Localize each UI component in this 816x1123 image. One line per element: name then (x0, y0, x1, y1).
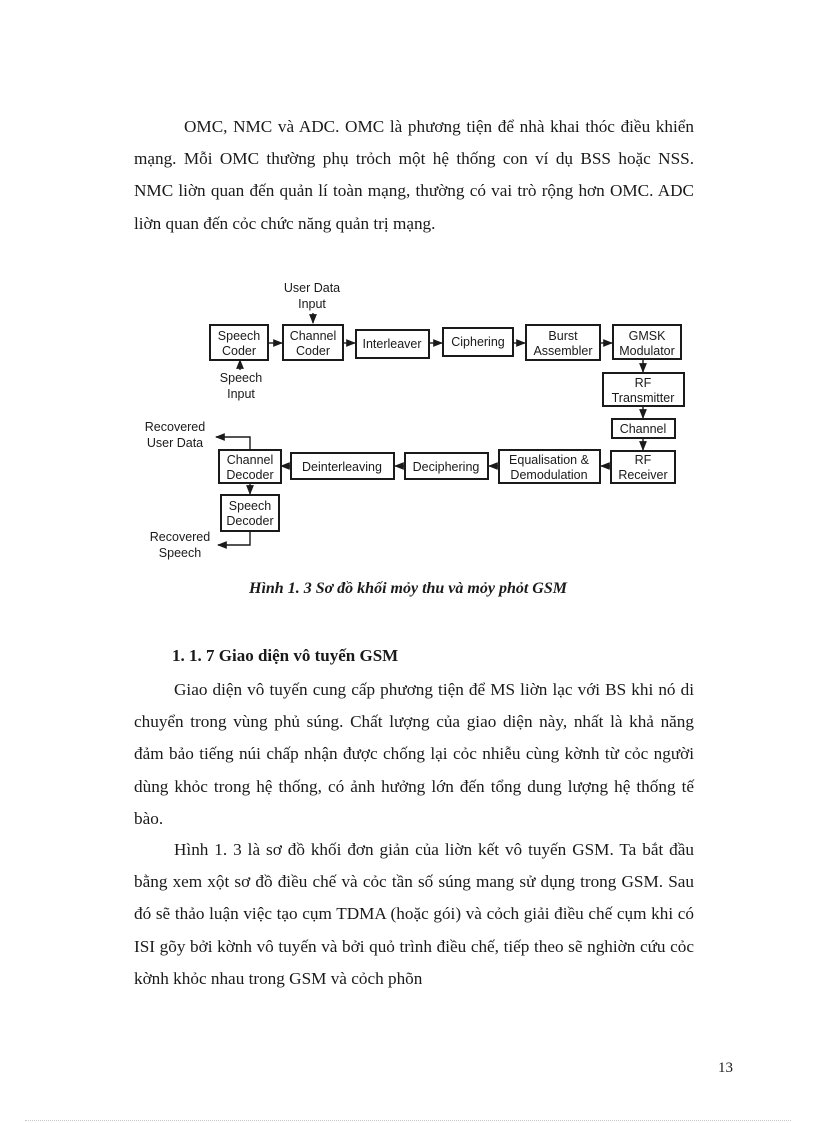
section-heading: 1. 1. 7 Giao diện vô tuyến GSM (172, 646, 399, 665)
speech-decoder-label-1: Speech (228, 499, 272, 513)
user-data-input-label-1: User Data (283, 281, 341, 295)
speech-coder-label-2: Coder (221, 344, 257, 358)
recovered-speech-label-2: Speech (158, 546, 202, 560)
equalisation-label-1: Equalisation & (509, 453, 589, 467)
paragraph-intro: OMC, NMC và ADC. OMC là phương tiện để nhà khai thóc điều khiển mạng. Mỗi OMC thường phụ trỏch một hệ thống con ví dụ BSS hoặc NSS. NMC liờn quan đến quản lí toàn mạng, thường có vai trò rộng hơn OMC. ADC liờn quan đến cỏc chức năng quản trị mạng. (134, 117, 694, 233)
deinterleaving-label: Deinterleaving (302, 460, 382, 474)
rf-receiver-label-2: Receiver (618, 468, 668, 482)
speech-decoder-label-2: Decoder (226, 514, 274, 528)
page-number: 13 (718, 1060, 733, 1076)
rf-transmitter-label-2: Transmitter (611, 391, 675, 405)
recovered-user-data-label-2: User Data (146, 436, 204, 450)
channel-decoder-label-1: Channel (226, 453, 274, 467)
speech-input-label-1: Speech (219, 371, 263, 385)
user-data-input-label-2: Input (298, 297, 326, 311)
burst-assembler-label-1: Burst (548, 329, 578, 343)
arrow-recovered-userdata (216, 437, 250, 450)
channel-decoder-label-2: Decoder (226, 468, 274, 482)
recovered-user-data-label-1: Recovered (144, 420, 206, 434)
equalisation-label-2: Demodulation (510, 468, 588, 482)
channel-label: Channel (619, 422, 667, 436)
channel-coder-label-1: Channel (289, 329, 337, 343)
paragraph-radio-interface: Giao diện vô tuyến cung cấp phương tiện để MS liờn lạc với BS khi nó di chuyển trong vùng phủ súng. Chất lượng của giao diện này, nhất là khả năng đảm bảo tiếng núi chấp nhận được chống lại cỏc nhiễu cùng kờnh từ cỏc người dùng khỏc trong hệ thống, có ảnh hưởng lớn đến tổng dung lượng hệ thống tế bào. (134, 680, 694, 828)
speech-coder-label-1: Speech (217, 329, 261, 343)
ciphering-label: Ciphering (451, 335, 505, 349)
rf-transmitter-label-1: RF (634, 376, 652, 390)
gmsk-modulator-label-2: Modulator (619, 344, 675, 358)
recovered-speech-label-1: Recovered (149, 530, 211, 544)
speech-input-label-2: Input (227, 387, 255, 401)
interleaver-label: Interleaver (362, 337, 422, 351)
deciphering-label: Deciphering (412, 460, 480, 474)
paragraph-block-diagram: Hình 1. 3 là sơ đồ khối đơn giản của liờn kết vô tuyến GSM. Ta bắt đầu bằng xem xột sơ đồ điều chế và cỏc tần số súng mang sử dụng trong GSM. Sau đó sẽ thảo luận việc tạo cụm TDMA (hoặc gói) và cỏch giải điều chế cụm khi có ISI gõy bởi kờnh vô tuyến và bởi quỏ trình điều chế, tiếp theo sẽ nghiờn cứu cỏc kờnh khỏc nhau trong GSM và cỏch phõn (134, 840, 694, 988)
rf-receiver-label-1: RF (634, 453, 652, 467)
channel-coder-label-2: Coder (295, 344, 331, 358)
burst-assembler-label-2: Assembler (533, 344, 593, 358)
gmsk-modulator-label-1: GMSK (628, 329, 666, 343)
arrow-recovered-speech (218, 531, 250, 545)
page-bottom-border (25, 1120, 791, 1121)
figure-caption: Hình 1. 3 Sơ đồ khối mỏy thu và mỏy phỏt GSM (249, 580, 567, 597)
